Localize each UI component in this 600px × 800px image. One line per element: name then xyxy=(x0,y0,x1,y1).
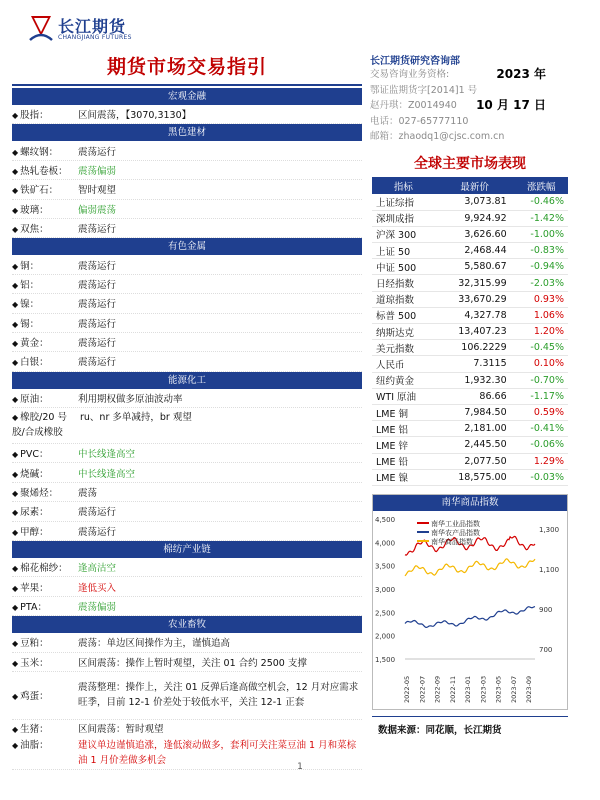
row-label: 镍： xyxy=(20,299,40,311)
row-iron-ore: ◆ 铁矿石： 智时观望 xyxy=(12,180,362,199)
left-tick-label: 1,500 xyxy=(375,656,396,664)
table-row xyxy=(372,210,568,226)
row-value: 区间震荡，【3070,3130】 xyxy=(78,110,192,122)
left-tick-label: 4,500 xyxy=(375,516,396,524)
latest-price: 2,468.44 xyxy=(435,243,515,259)
row-label: 玻璃： xyxy=(20,204,49,216)
row-value: 震荡运行 xyxy=(78,526,117,538)
row-label: 苹果： xyxy=(20,582,49,594)
row-cotton: ◆ 棉花棉纱： 逢高沽空 xyxy=(12,558,362,577)
table-row xyxy=(372,388,568,404)
row-label: 铁矿石： xyxy=(20,185,59,197)
right-tick-label: 700 xyxy=(539,646,553,654)
table-row xyxy=(372,421,568,437)
column-header: 最新价 xyxy=(435,177,515,194)
x-tick-label: 2023-07 xyxy=(509,675,518,703)
row-label: 橡胶/20 号 xyxy=(20,412,67,424)
info-block xyxy=(370,67,570,145)
phone: 电话：027-65777110 xyxy=(370,115,469,127)
row-soybean: ◆ 豆粕： 震荡：单边区间操作为主，谨慎追高 xyxy=(12,633,362,652)
latest-price: 13,407.23 xyxy=(435,324,515,340)
row-label: 热轧卷板： xyxy=(20,165,68,177)
divider xyxy=(372,716,568,717)
table-row xyxy=(372,356,568,372)
latest-price: 5,580.67 xyxy=(435,259,515,275)
row-label: 螺纹钢： xyxy=(20,146,59,158)
row-methanol: ◆ 甲醇： 震荡运行 xyxy=(12,522,362,541)
table-row xyxy=(372,404,568,420)
row-label: 玉米： xyxy=(20,657,49,669)
row-value: 震荡偏弱 xyxy=(78,602,117,613)
email: 邮箱：zhaodq1@cjsc.com.cn xyxy=(370,131,505,142)
row-value: 震荡：单边区间操作为主，谨慎追高 xyxy=(78,638,231,650)
global-market-table xyxy=(372,177,568,486)
latest-price: 3,626.60 xyxy=(435,226,515,242)
row-label: 双焦： xyxy=(20,224,49,236)
x-tick-label: 2023-01 xyxy=(464,675,472,703)
page-number: 1 xyxy=(297,762,303,772)
row-gold: ◆ 黄金： 震荡运行 xyxy=(12,333,362,352)
global-market-title: 全球主要市场表现 xyxy=(414,156,526,172)
x-tick-label: 2022-07 xyxy=(418,675,427,703)
latest-price: 86.66 xyxy=(435,388,515,404)
logo-icon xyxy=(28,12,54,42)
row-value: 利用期权做多原油波动率 xyxy=(78,393,183,405)
right-tick-label: 1,100 xyxy=(539,566,560,574)
change-pct: -1.42% xyxy=(515,210,568,226)
latest-price: 2,077.50 xyxy=(435,453,515,469)
row-value: 震荡整理：操作上，关注 01 反弹后逢高做空机会，12 月对应需求旺季，目前 12-1 价差处于较低水平，关注 12-1 正套 xyxy=(78,682,359,709)
right-tick-label: 1,300 xyxy=(539,526,560,534)
index-name: LME 铅 xyxy=(372,453,435,469)
table-row xyxy=(372,469,568,485)
change-pct: -0.06% xyxy=(515,437,568,453)
x-tick-label: 2022-09 xyxy=(433,675,442,703)
row-value: 区间震荡：暂时观望 xyxy=(78,723,164,735)
latest-price: 7,984.50 xyxy=(435,404,515,420)
index-name: 纽约黄金 xyxy=(372,372,435,388)
right-tick-label: 900 xyxy=(539,606,553,614)
change-pct: -1.17% xyxy=(515,388,568,404)
row-crude: ◆ 原油： 利用期权做多原油波动率 xyxy=(12,389,362,408)
contact-info xyxy=(370,52,570,145)
index-name: 上证综指 xyxy=(372,194,435,210)
x-tick-label: 2023-05 xyxy=(494,675,503,703)
row-label: 铜： xyxy=(20,260,40,272)
index-name: 上证 50 xyxy=(372,243,435,259)
chart-title: 南华商品指数 xyxy=(373,495,567,511)
latest-price: 9,924.92 xyxy=(435,210,515,226)
change-pct: -1.00% xyxy=(515,226,568,242)
series-agri-line xyxy=(405,607,535,628)
legend-label: 南华商品指数 xyxy=(431,538,473,546)
section-nonferrous: 有色金属 xyxy=(12,238,362,255)
row-label: 黄金： xyxy=(20,338,49,350)
table-row xyxy=(372,243,568,259)
row-urea: ◆ 尿素： 震荡运行 xyxy=(12,502,362,521)
change-pct: -0.46% xyxy=(515,194,568,210)
row-hrc: ◆ 热轧卷板： 震荡偏弱 xyxy=(12,161,362,180)
change-pct: -2.03% xyxy=(515,275,568,291)
row-label: 生猪： xyxy=(20,723,49,735)
column-header: 指标 xyxy=(372,177,435,194)
row-caustic: ◆ 烧碱： 中长线逢高空 xyxy=(12,463,362,482)
index-name: 标普 500 xyxy=(372,307,435,323)
row-value: 震荡运行 xyxy=(78,338,117,350)
row-value: 区间震荡：操作上暂时观望，关注 01 合约 2500 支撑 xyxy=(78,657,307,669)
report-year: 2023 年 xyxy=(496,67,546,81)
guide-table xyxy=(12,88,362,770)
row-pvc: ◆ PVC： 中长线逢高空 xyxy=(12,444,362,463)
row-value: 偏弱震荡 xyxy=(78,204,117,216)
left-tick-label: 4,000 xyxy=(375,539,396,548)
latest-price: 32,315.99 xyxy=(435,275,515,291)
row-label: 尿素： xyxy=(20,507,49,519)
row-value: 震荡运行 xyxy=(78,299,117,311)
row-hog: ◆ 生猪： 区间震荡：暂时观望 xyxy=(12,720,362,736)
section-energy: 能源化工 xyxy=(12,372,362,389)
table-row xyxy=(372,275,568,291)
section-cotton: 棉纺产业链 xyxy=(12,541,362,558)
row-value: 震荡偏弱 xyxy=(78,165,117,177)
row-nickel: ◆ 镍： 震荡运行 xyxy=(12,294,362,313)
row-value: 震荡 xyxy=(78,488,98,500)
index-name: LME 铜 xyxy=(372,404,435,420)
change-pct: 1.29% xyxy=(515,453,568,469)
row-value: 中长线逢高空 xyxy=(78,449,136,461)
logo-subtext: CHANGJIANG FUTURES xyxy=(58,34,132,41)
latest-price: 2,445.50 xyxy=(435,437,515,453)
index-name: 美元指数 xyxy=(372,340,435,356)
row-coke: ◆ 双焦： 震荡运行 xyxy=(12,219,362,238)
series-composite-line xyxy=(405,559,535,576)
index-name: LME 镍 xyxy=(372,469,435,485)
change-pct: -0.70% xyxy=(515,372,568,388)
row-value: 震荡运行 xyxy=(78,357,117,369)
logo-text: 长江期货 xyxy=(58,17,127,36)
company-logo xyxy=(28,12,148,46)
change-pct: 1.06% xyxy=(515,307,568,323)
row-egg: ◆ 鸡蛋： 震荡整理：操作上，关注 01 反弹后逢高做空机会，12 月对应需求旺季，目前 12-1 价差处于较低水平，关注 12-1 正套 xyxy=(12,672,362,720)
row-corn: ◆ 玉米： 区间震荡：操作上暂时观望，关注 01 合约 2500 支撑 xyxy=(12,653,362,672)
row-aluminum: ◆ 铝： 震荡运行 xyxy=(12,275,362,294)
report-date: 10 月 17 日 xyxy=(476,98,546,112)
section-agri: 农业畜牧 xyxy=(12,616,362,633)
latest-price: 4,327.78 xyxy=(435,307,515,323)
row-tin: ◆ 锡： 震荡运行 xyxy=(12,314,362,333)
table-row xyxy=(372,453,568,469)
row-label: 油脂： xyxy=(20,739,49,751)
section-macro: 宏观金融 xyxy=(12,88,362,105)
row-label: PTA： xyxy=(20,602,47,613)
row-rubber: ◆ 橡胶/20 号 胶/合成橡胶 ru、nr 多单减持，br 观望 xyxy=(12,408,362,444)
row-polyolefin: ◆ 聚烯烃： 震荡 xyxy=(12,483,362,502)
latest-price: 18,575.00 xyxy=(435,469,515,485)
table-row xyxy=(372,372,568,388)
index-name: LME 锌 xyxy=(372,437,435,453)
analyst: 赵丹琪：Z0014940 xyxy=(370,100,457,111)
left-tick-label: 2,000 xyxy=(375,632,396,641)
change-pct: 0.93% xyxy=(515,291,568,307)
change-pct: -0.41% xyxy=(515,421,568,437)
index-name: 纳斯达克 xyxy=(372,324,435,340)
row-rebar: ◆ 螺纹钢： 震荡运行 xyxy=(12,141,362,160)
index-name: 深圳成指 xyxy=(372,210,435,226)
qualification: 交易咨询业务资格: xyxy=(370,69,450,80)
row-label: 鸡蛋： xyxy=(20,691,49,703)
table-row xyxy=(372,324,568,340)
row-value: 震荡运行 xyxy=(78,279,117,291)
latest-price: 1,932.30 xyxy=(435,372,515,388)
row-value: 智时观望 xyxy=(78,185,117,197)
row-label: 锡： xyxy=(20,318,40,330)
change-pct: -0.45% xyxy=(515,340,568,356)
table-row xyxy=(372,437,568,453)
left-tick-label: 3,500 xyxy=(375,562,396,571)
row-label: 原油： xyxy=(20,393,49,405)
row-pta: ◆ PTA： 震荡偏弱 xyxy=(12,597,362,616)
index-name: 中证 500 xyxy=(372,259,435,275)
row-label: 聚烯烃： xyxy=(20,488,59,500)
row-value: 震荡运行 xyxy=(78,146,117,158)
row-apple: ◆ 苹果： 逢低买入 xyxy=(12,577,362,596)
change-pct: 1.20% xyxy=(515,324,568,340)
row-label: 股指： xyxy=(20,110,49,122)
left-tick-label: 2,500 xyxy=(375,609,396,618)
row-label: PVC： xyxy=(20,449,49,461)
chart-plot xyxy=(373,511,567,709)
title-rule xyxy=(12,84,362,86)
row-value: 震荡运行 xyxy=(78,507,117,519)
latest-price: 33,670.29 xyxy=(435,291,515,307)
row-label: 棉花棉纱： xyxy=(20,563,68,575)
index-name: WTI 原油 xyxy=(372,388,435,404)
dept-name: 长江期货研究咨询部 xyxy=(370,56,460,67)
row-value: 震荡运行 xyxy=(78,260,117,272)
change-pct: 0.10% xyxy=(515,356,568,372)
section-black: 黑色建材 xyxy=(12,124,362,141)
row-value: 逢高沽空 xyxy=(78,563,117,575)
row-value: 逢低买入 xyxy=(78,582,117,594)
change-pct: -0.03% xyxy=(515,469,568,485)
table-row xyxy=(372,226,568,242)
x-tick-label: 2023-09 xyxy=(525,675,533,703)
index-name: 道琼指数 xyxy=(372,291,435,307)
latest-price: 7.3115 xyxy=(435,356,515,372)
index-name: 日经指数 xyxy=(372,275,435,291)
left-tick-label: 3,000 xyxy=(375,586,396,594)
row-label: 铝： xyxy=(20,279,40,291)
latest-price: 3,073.81 xyxy=(435,194,515,210)
row-label: 白银： xyxy=(20,357,49,369)
x-tick-label: 2023-03 xyxy=(479,675,488,703)
row-value: ru、nr 多单减持，br 观望 xyxy=(80,412,192,424)
row-value: 建议单边谨慎追涨，逢低滚动做多，套利可关注菜豆油 1 月和菜棕油 1 月价差做多机会 xyxy=(78,739,357,766)
table-row xyxy=(372,307,568,323)
change-pct: -0.83% xyxy=(515,243,568,259)
row-oil: ◆ 油脂： 建议单边谨慎追涨，逢低滚动做多，套利可关注菜豆油 1 月和菜棕油 1 月价差做多机会 xyxy=(12,736,362,770)
row-label: 豆粕： xyxy=(20,638,49,650)
index-name: LME 铝 xyxy=(372,421,435,437)
table-row xyxy=(372,291,568,307)
row-value: 震荡运行 xyxy=(78,224,117,236)
latest-price: 2,181.00 xyxy=(435,421,515,437)
change-pct: 0.59% xyxy=(515,404,568,420)
row-label-2: 胶/合成橡胶 xyxy=(12,427,63,439)
row-glass: ◆ 玻璃： 偏弱震荡 xyxy=(12,200,362,219)
latest-price: 106.2229 xyxy=(435,340,515,356)
table-row xyxy=(372,194,568,210)
row-label: 烧碱： xyxy=(20,468,49,480)
index-name: 人民币 xyxy=(372,356,435,372)
x-tick-label: 2022-11 xyxy=(448,675,457,703)
row-copper: ◆ 铜： 震荡运行 xyxy=(12,255,362,274)
legend-label: 南华农产品指数 xyxy=(431,529,480,537)
table-row xyxy=(372,340,568,356)
column-header: 涨跌幅 xyxy=(515,177,568,194)
row-value: 中长线逢高空 xyxy=(78,468,136,480)
table-row xyxy=(372,259,568,275)
index-name: 沪深 300 xyxy=(372,226,435,242)
data-source: 数据来源：同花顺，长江期货 xyxy=(378,725,502,736)
nanhua-chart xyxy=(372,494,568,710)
legend-label: 南华工业品指数 xyxy=(431,520,480,528)
change-pct: -0.94% xyxy=(515,259,568,275)
row-label: 甲醇： xyxy=(20,526,49,538)
license: 鄂证监期货字[2014]1 号 xyxy=(370,84,478,96)
row-silver: ◆ 白银： 震荡运行 xyxy=(12,352,362,371)
row-stock-index: ◆ 股指： 区间震荡，【3070,3130】 xyxy=(12,105,362,124)
page-title: 期货市场交易指引 xyxy=(106,56,267,78)
x-tick-label: 2022-05 xyxy=(403,675,411,703)
row-value: 震荡运行 xyxy=(78,318,117,330)
